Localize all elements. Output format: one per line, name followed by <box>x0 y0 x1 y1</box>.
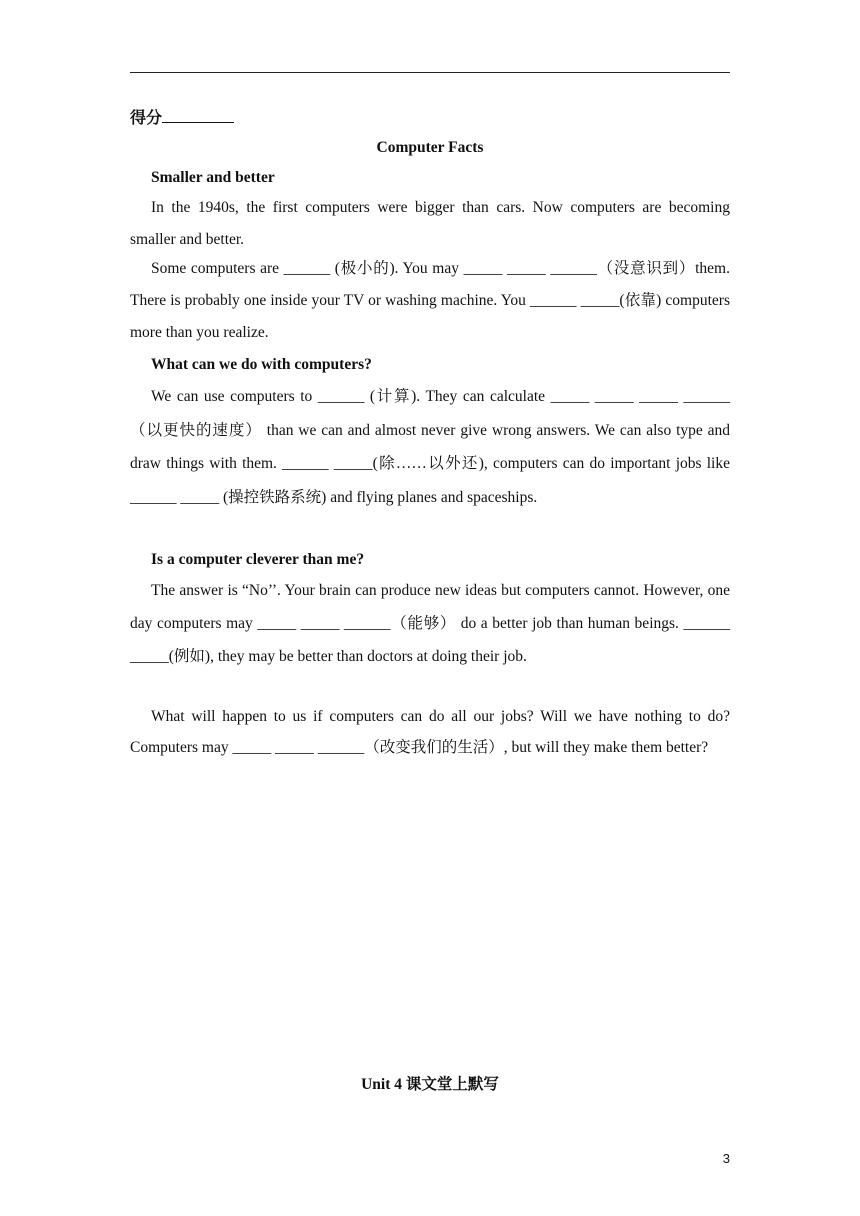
paragraph-1940s: In the 1940s, the first computers were bigger than cars. Now computers are becoming smaller and better. <box>130 199 730 248</box>
section-heading-cleverer: Is a computer cleverer than me? <box>151 551 365 568</box>
section-heading-what-can-we-do: What can we do with computers? <box>151 356 372 373</box>
page-number: 3 <box>722 1151 730 1166</box>
header-rule <box>130 72 730 73</box>
paragraph-some-computers: Some computers are ______ (极小的). You may _____ _____ ______（没意识到）them. There is probably one inside your TV or washing machine. You ______ _____(依靠) computers more than you realize. <box>130 260 730 341</box>
score-label: 得分 <box>130 110 163 127</box>
section-heading-smaller-and-better: Smaller and better <box>151 169 275 186</box>
document-title: Computer Facts <box>376 139 484 156</box>
paragraph-answer-no: The answer is “No’’. Your brain can produce new ideas but computers cannot. However, one day computers may _____ _____ ______（能够） do a better job than human beings. ______ _____(例如), they may be better than doctors at doing their job. <box>130 582 730 665</box>
footer-title: Unit 4 课文堂上默写 <box>361 1076 499 1093</box>
paragraph-what-will-happen: What will happen to us if computers can do all our jobs? Will we have nothing to do? Computers may _____ _____ ______（改变我们的生活）, but will they make them better? <box>130 708 730 756</box>
score-line <box>130 105 234 128</box>
paragraph-use-computers: We can use computers to ______ (计算). They can calculate _____ _____ _____ ______（以更快的速度） than we can and almost never give wrong answers. We can also type and draw things with them. ______ _____(除……以外还), computers can do important jobs like ______ _____ (操控铁路系统) and flying planes and spaceships. <box>130 388 730 506</box>
score-blank[interactable] <box>162 108 234 123</box>
